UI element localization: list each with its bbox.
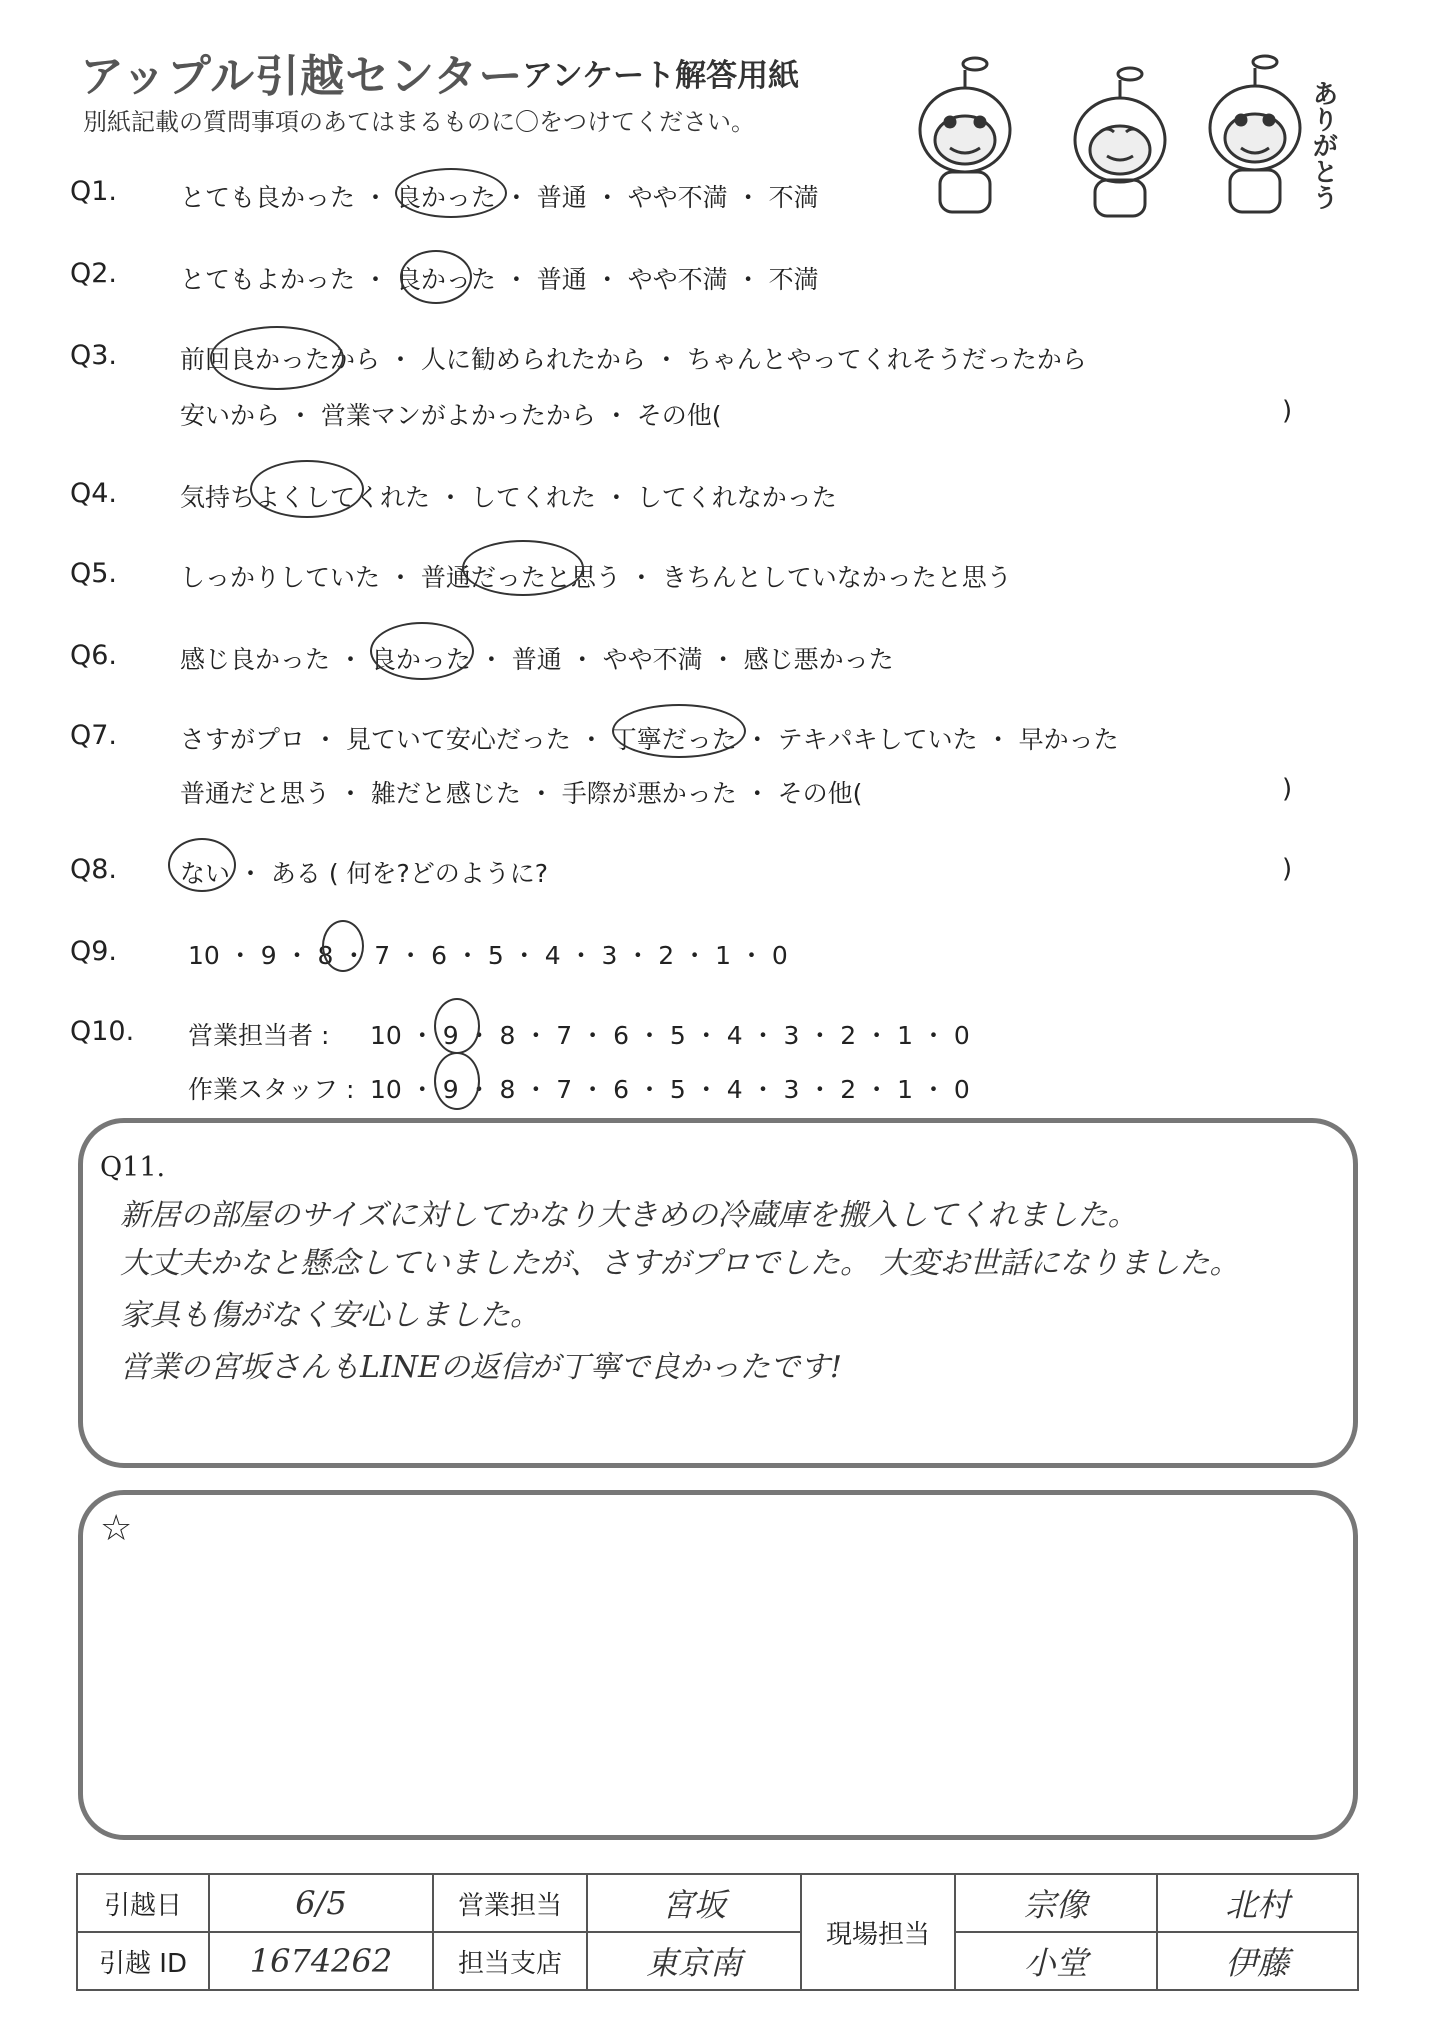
q1-options: とても良かった ・ 良かった ・ 普通 ・ やや不満 ・ 不満 (180, 183, 819, 212)
star-comment-box (78, 1490, 1358, 1840)
q11-label: Q11. (100, 1152, 166, 1183)
q3-close-paren: ) (1282, 396, 1293, 426)
form-subtitle: アンケート解答用紙 (522, 58, 800, 94)
move-id-value: 1674262 (209, 1932, 433, 1990)
q10-staff-scale: 10 ・ 9 ・ 8 ・ 7 ・ 6 ・ 5 ・ 4 ・ 3 ・ 2 ・ 1 ・ 0 (370, 1075, 970, 1104)
mascot-caption: ありがとう (1308, 80, 1338, 210)
q11-line-1: 新居の部屋のサイズに対してかなり大きめの冷蔵庫を搬入してくれました。 (120, 1198, 1138, 1233)
q7-options-line1: さすがプロ ・ 見ていて安心だった ・ 丁寧だった ・ テキパキしていた ・ 早かった (180, 725, 1119, 754)
q1-answer-circle (395, 168, 507, 218)
q2-answer-circle (400, 250, 472, 304)
form-title: アップル引越センター (80, 51, 524, 102)
site-staff-1: 宗像 (955, 1874, 1157, 1932)
q3-options-line1: 前回良かったから ・ 人に勧められたから ・ ちゃんとやってくれそうだったから (180, 345, 1087, 374)
q9-scale: 10 ・ 9 ・ 8 ・ 7 ・ 6 ・ 5 ・ 4 ・ 3 ・ 2 ・ 1 ・ 0 (188, 941, 788, 970)
q9-label: Q9. (70, 936, 118, 967)
q7-close-paren: ) (1282, 774, 1293, 804)
site-staff-4: 伊藤 (1157, 1932, 1359, 1990)
q10-staff-label: 作業スタッフ : (188, 1075, 355, 1104)
q3-label: Q3. (70, 340, 118, 371)
q10-sales-scale: 10 ・ 9 ・ 8 ・ 7 ・ 6 ・ 5 ・ 4 ・ 3 ・ 2 ・ 1 ・ 0 (370, 1021, 970, 1050)
q8-options: ない ・ ある ( 何を?どのように? (180, 859, 549, 888)
sales-value: 宮坂 (587, 1874, 801, 1932)
q7-label: Q7. (70, 720, 118, 751)
site-staff-2: 北村 (1157, 1874, 1359, 1932)
q3-answer-circle (210, 326, 344, 390)
mascot-middle (1075, 68, 1165, 216)
q2-label: Q2. (70, 258, 118, 289)
q10-sales-label: 営業担当者 : (188, 1021, 330, 1050)
q7-answer-circle (612, 704, 746, 758)
q5-options: しっかりしていた ・ 普通だったと思う ・ きちんとしていなかったと思う (180, 563, 1012, 592)
branch-label: 担当支店 (433, 1932, 587, 1990)
q11-line-4: 営業の宮坂さんもLINEの返信が丁寧で良かったです! (120, 1350, 842, 1385)
q8-label: Q8. (70, 854, 118, 885)
q4-answer-circle (250, 460, 364, 518)
q1-label: Q1. (70, 176, 118, 207)
q10-sales-answer-circle (434, 998, 480, 1054)
q8-answer-circle (168, 838, 236, 892)
q10-label: Q10. (70, 1016, 135, 1047)
footer-info-table (76, 1873, 1359, 1991)
move-date-value: 6/5 (209, 1874, 433, 1932)
site-staff-3: 小堂 (955, 1932, 1157, 1990)
q4-options: 気持ちよくしてくれた ・ してくれた ・ してくれなかった (180, 483, 837, 512)
instruction-text: 別紙記載の質問事項のあてはまるものに〇をつけてください。 (83, 108, 755, 136)
q8-close-paren: ) (1282, 854, 1293, 884)
q11-line-2: 大丈夫かなと懸念していましたが、さすがプロでした。 大変お世話になりました。 (120, 1246, 1240, 1281)
q6-label: Q6. (70, 640, 118, 671)
sales-label: 営業担当 (433, 1874, 587, 1932)
site-staff-label: 現場担当 (801, 1874, 955, 1990)
q4-label: Q4. (70, 478, 118, 509)
q2-options: とてもよかった ・ 良かった ・ 普通 ・ やや不満 ・ 不満 (180, 265, 819, 294)
q3-options-line2: 安いから ・ 営業マンがよかったから ・ その他( (180, 401, 722, 430)
q5-answer-circle (462, 540, 584, 596)
move-date-label: 引越日 (77, 1874, 209, 1932)
q6-options: 感じ良かった ・ 良かった ・ 普通 ・ やや不満 ・ 感じ悪かった (180, 645, 894, 674)
star-icon: ☆ (100, 1508, 133, 1549)
mascot-illustration (885, 40, 1355, 220)
q6-answer-circle (370, 622, 474, 680)
move-id-label: 引越 ID (77, 1932, 209, 1990)
q5-label: Q5. (70, 558, 118, 589)
q9-answer-circle (322, 920, 364, 972)
q10-staff-answer-circle (434, 1052, 480, 1110)
mascot-left (920, 58, 1010, 212)
q7-options-line2: 普通だと思う ・ 雑だと感じた ・ 手際が悪かった ・ その他( (180, 779, 863, 808)
mascot-right (1210, 56, 1300, 212)
q11-line-3: 家具も傷がなく安心しました。 (120, 1298, 540, 1333)
branch-value: 東京南 (587, 1932, 801, 1990)
